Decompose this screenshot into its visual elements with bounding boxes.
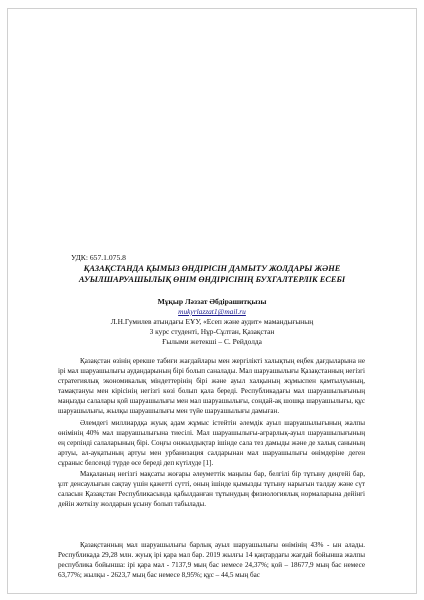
- scientific-advisor: Ғылыми жетекші – С. Рейдолда: [162, 337, 262, 346]
- paper-title-line-1: ҚАЗАҚСТАНДА ҚЫМЫЗ ӨНДІРІСІН ДАМЫТУ ЖОЛДАРЫ ЖӘНЕ: [83, 264, 341, 273]
- paragraph-text: Қазақстан өзінің ерекше табиғи жағдайлары мен жергілікті халықтың еңбек дағдыларына не ірі мал шаруашылығы аудандарының бірі болып саналады. Мал шаруашылығы Қазақстанның негізгі стратегиялық экономикалық міндеттерінің бірі және ауыл халқының жұмыспен қамтылуының, тамақтануы мен кірісінің негізгі көзі болып қала береді. Республикадағы мал шаруашылығының маңызды салалары қой шаруашылығы мен мал шаруашылығы, сондай-ақ шошқа шаруашылығы, құс шаруашылығы, жылқы шаруашылығы мен түйе шаруашылығы дамыған.: [58, 357, 365, 415]
- paragraph-text: Мақаланың негізгі мақсаты жоғары әлеуметтік маңызы бар, белгілі бір тұтыну деңгейі бар, ұлт денсаулығын сақтау үшін қажетті сүтті, оның ішінде қымызды тұтыну нарығын талдау және сүт саласын Қазақстан Республикасында қабылданған тұтынудың физиологиялық нормаларына дейінгі дейін жеткізу жолдарын ұсыну болып табылады.: [58, 470, 365, 508]
- paragraph-text: Әлемдегі миллиардқа жуық адам жұмыс істейтін әлемдік ауыл шаруашылығының жалпы өнімінің 40% мал шаруашылығына тиесілі. Мал шаруашылығы-аграрлық-ауыл шаруашылығының ең серпінді салаларының бірі. Соңғы онжылдықтар ішінде сала тез дамыды және де халық санының артуы, ал-ауқатының артуы мен урбанизация салдарынан мал шаруашылығы өнімдеріне деген сұраныс белсенді түрде өсе береді деп күтілуде [1].: [58, 419, 365, 467]
- udk-code: УДК: 657.1.075.8: [71, 253, 126, 262]
- body-paragraph-4: [58, 540, 365, 580]
- body-paragraph-1: [58, 356, 365, 416]
- author-affiliation: Л.Н.Гумилев атындағы ЕҰУ, «Есеп және аудит» мамандығының: [110, 317, 314, 326]
- author-email-link[interactable]: mukyrlazzat1@mail.ru: [178, 307, 246, 316]
- body-paragraph-3: [58, 469, 365, 509]
- paper-title-line-2: АУЫЛШАРУАШЫЛЫҚ ӨНІМ ӨНДІРІСІНІҢ БУХГАЛТЕРЛІК ЕСЕБІ: [78, 275, 346, 284]
- body-paragraph-2: [58, 418, 365, 468]
- author-course: 3 курс студенті, Нұр-Сұлтан, Қазақстан: [149, 327, 275, 336]
- author-name: Мұқыр Ләззат Әбдірашитқызы: [157, 297, 267, 306]
- paragraph-text: Қазақстанның мал шаруашылығы барлық ауыл шаруашылығы өнімінің 43% - ын алады. Республикада 29,28 млн. жуық ірі қара мал бар. 2019 жылғы 14 қаңтардағы жағдай бойынша жалпы республика бойынша: ірі қара мал - 7137,9 мың бас немесе 24,37%; қой – 18677,9 мың бас немесе 63,77%; жылқы - 2623,7 мың бас немесе 8,95%; құс – 44,5 мың бас: [58, 541, 365, 579]
